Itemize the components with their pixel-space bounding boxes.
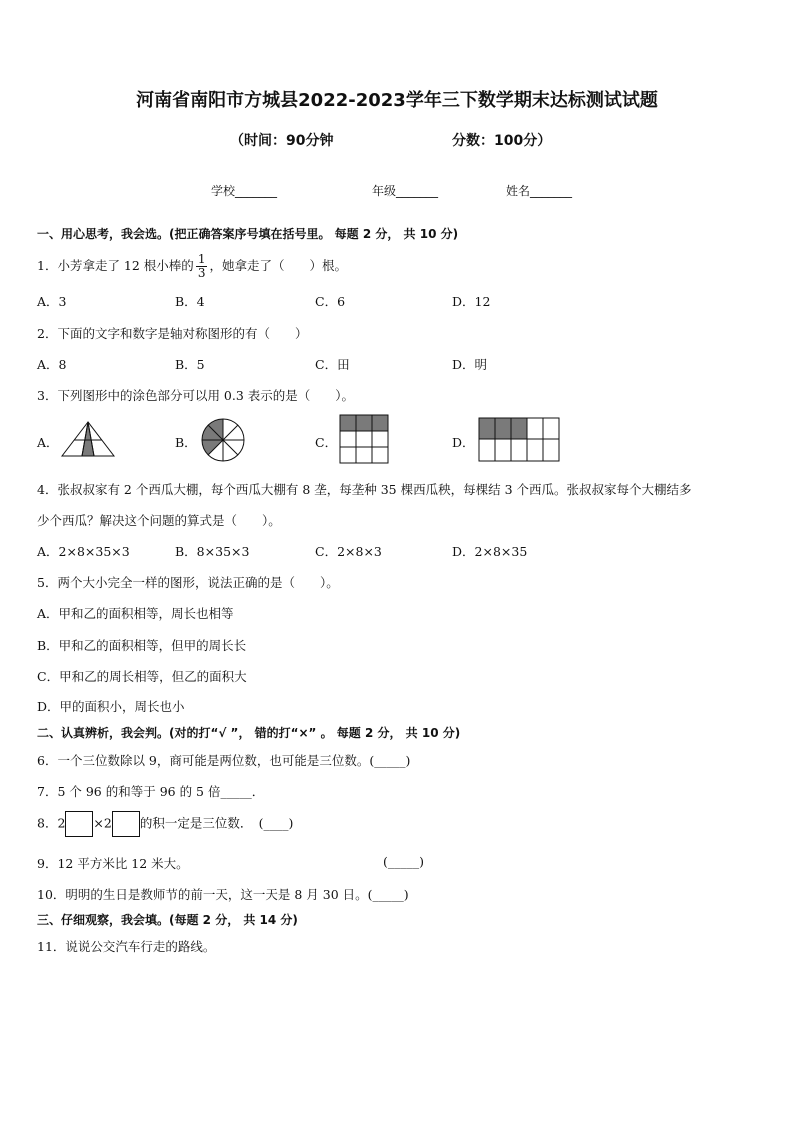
question-4-line1: 4．张叔叔家有 2 个西瓜大棚，每个西瓜大棚有 8 垄，每垄种 35 棵西瓜秧，每棵结 3 个西瓜。张叔叔家每个大棚结多 [37,482,692,497]
answer-box[interactable] [112,811,140,837]
q1-text-end: ，她拿走了（ ）根。 [209,258,347,273]
fraction-one-third [196,253,208,280]
q8-text-start: 8．2 [37,815,66,831]
section1-heading: 一、用心思考，我会选。(把正确答案序号填在括号里。 每题 2 分， 共 10 分) [37,227,459,241]
q1-option-c[interactable]: C．6 [315,294,346,309]
question-4-line2: 少个西瓜？解决这个问题的算式是（ ）。 [37,513,281,528]
q3-option-a[interactable]: A． [37,435,59,450]
q1-option-b[interactable]: B．4 [175,294,205,309]
grade-field[interactable]: 年级_______ [372,184,439,198]
grid-2x5-figure [478,417,560,462]
triangle-figure [60,420,116,458]
q8-text-mid: ×2 [93,815,112,831]
exam-time: （时间：90分钟 [230,133,334,149]
question-10: 10．明明的生日是教师节的前一天，这一天是 8 月 30 日。(_____) [37,887,409,902]
name-field[interactable]: 姓名_______ [506,184,573,198]
q2-option-d[interactable]: D．明 [452,357,488,372]
q5-option-a[interactable]: A．甲和乙的面积相等，周长也相等 [37,606,234,621]
q3-option-d[interactable]: D． [452,435,475,450]
section3-heading: 三、仔细观察，我会填。(每题 2 分， 共 14 分) [37,913,298,927]
q5-option-b[interactable]: B．甲和乙的面积相等，但甲的周长长 [37,638,247,653]
section2-heading: 二、认真辨析，我会判。(对的打“√ ”， 错的打“×” 。 每题 2 分， 共 10 分) [37,726,461,740]
q3-option-c[interactable]: C． [315,435,338,450]
question-5: 5．两个大小完全一样的图形，说法正确的是（ ）。 [37,575,339,590]
question-3: 3．下列图形中的涂色部分可以用 0.3 表示的是（ ）。 [37,388,355,403]
q3-option-b[interactable]: B． [175,435,197,450]
exam-score: 分数：100分） [452,133,552,149]
question-1 [37,253,347,280]
grid-3x3-figure [339,414,389,464]
q1-option-a[interactable]: A．3 [37,294,67,309]
q2-option-b[interactable]: B．5 [175,357,205,372]
q5-option-d[interactable]: D．甲的面积小，周长也小 [37,699,185,714]
q4-option-a[interactable]: A．2×8×35×3 [37,544,130,559]
q4-option-b[interactable]: B．8×35×3 [175,544,250,559]
q1-option-d[interactable]: D．12 [452,294,491,309]
question-11: 11．说说公交汽车行走的路线。 [37,939,216,954]
q4-option-d[interactable]: D．2×8×35 [452,544,528,559]
q5-option-c[interactable]: C．甲和乙的周长相等，但乙的面积大 [37,669,247,684]
question-6: 6．一个三位数除以 9，商可能是两位数，也可能是三位数。(_____) [37,753,411,768]
page-title: 河南省南阳市方城县2022-2023学年三下数学期末达标测试试题 [136,90,658,111]
q8-text-end: 的积一定是三位数． (____) [139,815,294,831]
q2-option-c[interactable]: C．田 [315,357,350,372]
q9-answer-blank[interactable]: (_____) [383,854,425,869]
q2-option-a[interactable]: A．8 [37,357,67,372]
question-7: 7．5 个 96 的和等于 96 的 5 倍_____． [37,784,265,799]
fraction-numerator: 1 [197,252,206,266]
question-9: 9．12 平方米比 12 米大。 [37,856,189,871]
school-field[interactable]: 学校_______ [211,184,278,198]
question-2: 2．下面的文字和数字是轴对称图形的有（ ） [37,326,308,341]
q4-option-c[interactable]: C．2×8×3 [315,544,382,559]
answer-box[interactable] [65,811,93,837]
question-8 [37,811,293,837]
q1-text: 1．小芳拿走了 12 根小棒的 [37,258,194,273]
circle-figure [200,417,246,463]
fraction-denominator: 3 [197,266,206,280]
